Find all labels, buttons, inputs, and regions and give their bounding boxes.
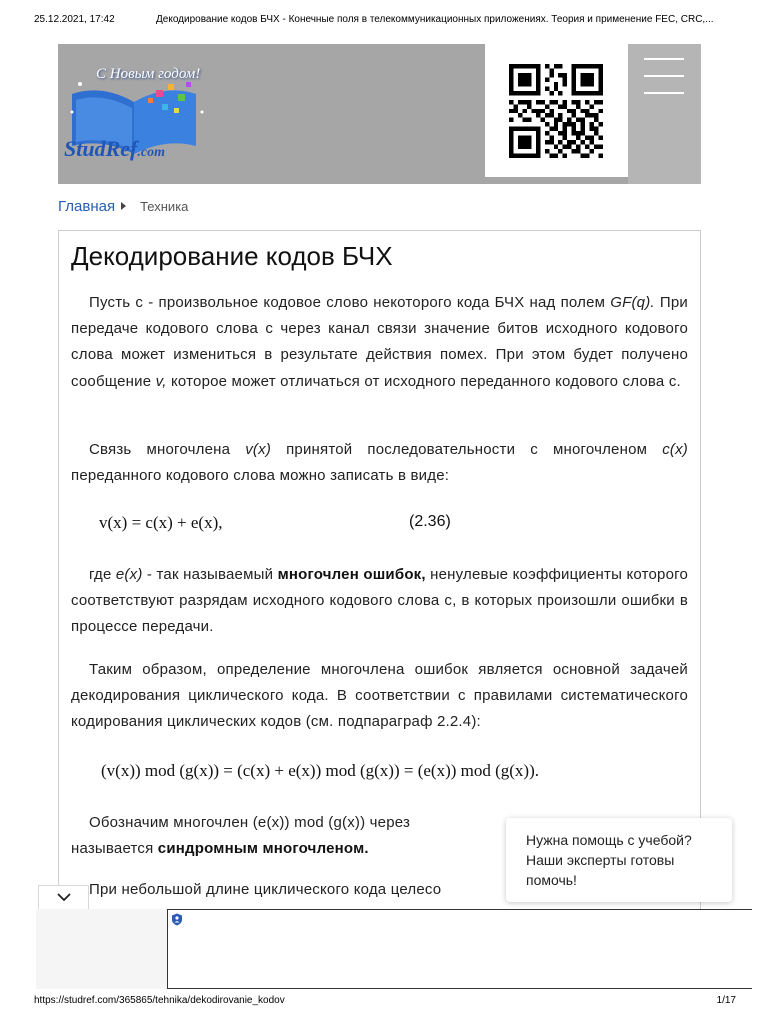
site-banner — [58, 44, 701, 184]
article-paragraph — [71, 562, 688, 641]
formula-expression: v(x) = c(x) + e(x), — [99, 513, 223, 532]
formula-number: (2.36) — [409, 513, 451, 530]
breadcrumb — [58, 198, 188, 215]
formula-expression: (v(x)) mod (g(x)) = (c(x) + e(x)) mod (g(x)) = (e(x)) mod (g(x)). — [101, 761, 540, 780]
paragraph-text: называется — [71, 840, 158, 857]
paragraph-text: Пусть c - произвольное кодовое слово некоторого кода БЧХ над полем — [89, 294, 611, 311]
logo-wordmark — [64, 136, 165, 162]
help-popup-text: Нужна помощь с учебой? Наши эксперты готовы помочь! — [526, 832, 692, 888]
hamburger-menu-icon — [644, 58, 684, 60]
paragraph-bold-term: синдромным многочленом. — [157, 840, 369, 857]
collapse-ad-button[interactable] — [38, 885, 89, 910]
qr-code-icon — [509, 64, 603, 158]
paragraph-text: где — [89, 566, 116, 583]
article-paragraph — [71, 437, 688, 489]
hamburger-menu-button[interactable] — [628, 44, 701, 184]
formula-2-36 — [99, 513, 451, 533]
hamburger-menu-icon-line — [644, 75, 684, 77]
article-title: Декодирование кодов БЧХ — [71, 241, 393, 271]
qr-code — [485, 44, 628, 177]
paragraph-text: которое может отличаться от исходного переданного кодового слова c. — [166, 372, 681, 390]
paragraph-text: принятой последовательности с многочленом — [271, 441, 663, 458]
site-logo[interactable] — [62, 54, 222, 174]
article-paragraph: При небольшой длине циклического кода целесо — [89, 881, 442, 898]
logo-name: StudRef — [64, 136, 138, 161]
paragraph-text: ненулевые коэффициенты которого соответствуют разрядам исходного кодового слова c, в которых произошли ошибки в процессе передачи. — [71, 566, 688, 636]
help-popup[interactable] — [506, 818, 732, 902]
formula-syndrome — [101, 761, 539, 781]
print-url: https://studref.com/365865/tehnika/dekodirovanie_kodov — [34, 995, 285, 1006]
paragraph-italic: e(x) — [115, 566, 143, 583]
logo-domain: .com — [137, 145, 165, 160]
article-paragraph — [71, 810, 491, 836]
paragraph-text: Связь многочлена — [89, 441, 246, 458]
article-paragraph — [71, 290, 688, 395]
ad-bar — [36, 909, 752, 989]
hamburger-menu-icon-line — [644, 92, 684, 94]
article-paragraph: Таким образом, определение многочлена ошибок является основной задачей декодирования циклического кода. В соответствии с правилами систематического кодирования циклических кодов (см. подпараграф 2.2.4): — [71, 661, 688, 731]
paragraph-text: - так называемый — [142, 566, 278, 583]
triangle-right-icon — [121, 202, 126, 210]
paragraph-text: Обозначим многочлен (e(x)) mod (g(x)) через — [89, 814, 411, 831]
breadcrumb-home-link[interactable]: Главная — [58, 198, 116, 215]
paragraph-text: переданного кодового слова можно записать в виде: — [71, 467, 450, 485]
breadcrumb-current[interactable]: Техника — [140, 199, 189, 214]
paragraph-text: При передаче кодового слова c через канал связи значение битов исходного кодового слова может измениться в результате действия помех. При этом будет получено сообщение — [71, 294, 688, 390]
paragraph-italic: GF(q). — [610, 294, 655, 311]
ad-info-icon[interactable] — [171, 913, 183, 926]
paragraph-italic: v(x) — [245, 441, 272, 458]
paragraph-bold-term: многочлен ошибок, — [277, 566, 426, 583]
logo-greeting: С Новым годом! — [96, 66, 201, 82]
paragraph-italic: v, — [155, 372, 167, 390]
print-page-number: 1/17 — [716, 995, 736, 1006]
ad-left-panel — [36, 909, 167, 989]
print-page-title: Декодирование кодов БЧХ - Конечные поля в телекоммуникационных приложениях. Теория и применение FEC, CRC,... — [156, 14, 714, 25]
paragraph-italic: c(x) — [662, 441, 688, 458]
chevron-down-icon — [57, 893, 71, 902]
ad-frame[interactable] — [167, 909, 752, 989]
print-datetime: 25.12.2021, 17:42 — [34, 14, 115, 25]
